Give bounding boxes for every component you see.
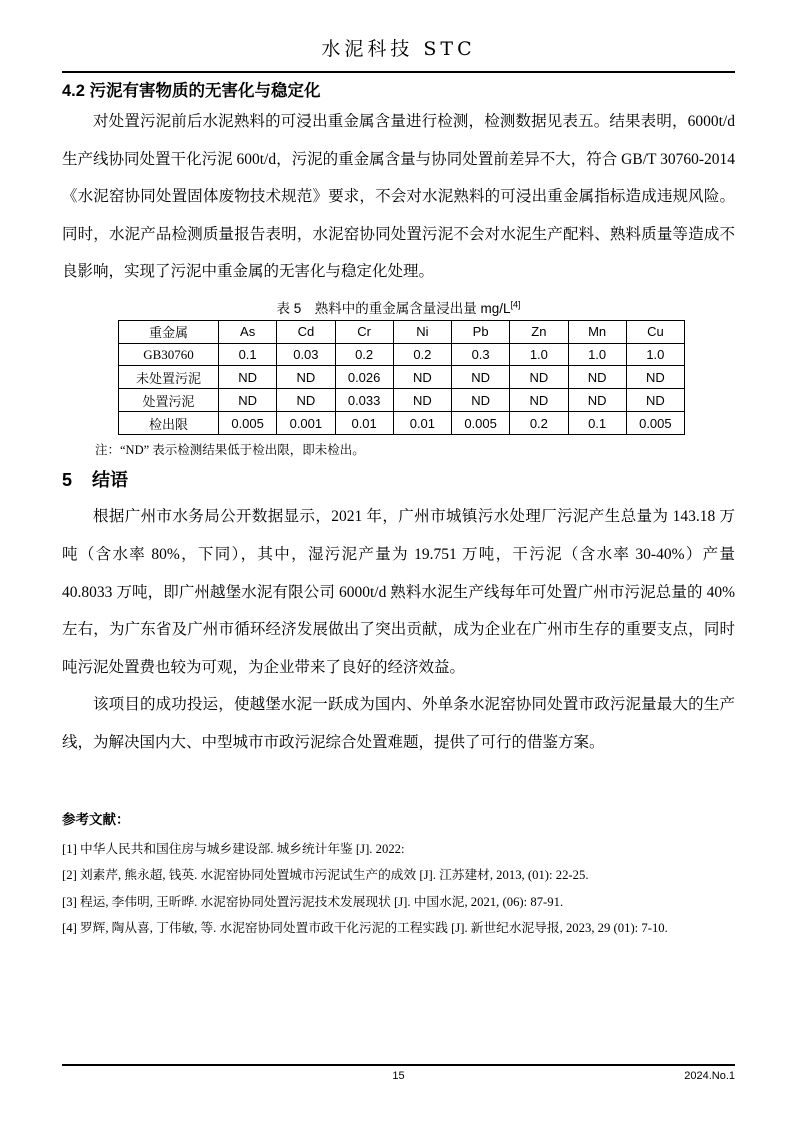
section-5-paragraph-1: 根据广州市水务局公开数据显示，2021 年，广州市城镇污水处理厂污泥产生总量为 143.18 万吨（含水率 80%，下同），其中，湿污泥产量为 19.751 万吨，干污泥（含水率 30-40%）产量 40.8033 万吨，即广州越堡水泥有限公司 6000t/d 熟料水泥生产线每年可处置广州市污泥总量的 40%左右，为广东省及广州市循环经济发展做出了突出贡献，成为企业在广州市生存的重要支点，同时吨污泥处置费也较为可观，为企业带来了良好的经济效益。 — [62, 508, 735, 676]
table5-row — [119, 366, 685, 389]
table5-cell: Zn — [510, 320, 568, 343]
table5-cell: ND — [626, 389, 684, 412]
table5-row-label: 未处置污泥 — [119, 366, 219, 389]
table5-cell: 0.2 — [393, 343, 451, 366]
table5-cell: Mn — [568, 320, 626, 343]
table5-caption-citation: [4] — [510, 299, 521, 310]
table5-caption — [62, 297, 735, 317]
table5-cell: ND — [626, 366, 684, 389]
table5-cell: 0.026 — [335, 366, 393, 389]
table5-row-label: 重金属 — [119, 320, 219, 343]
page-footer — [62, 1064, 735, 1082]
references-heading: 参考文献： — [62, 811, 130, 827]
table5-cell: ND — [219, 366, 277, 389]
table5-cell: Cu — [626, 320, 684, 343]
table5-cell: ND — [219, 389, 277, 412]
section-5-title: 结语 — [92, 470, 129, 491]
table5-cell: ND — [393, 366, 451, 389]
table5-cell: 0.03 — [277, 343, 335, 366]
table5-cell: Pb — [452, 320, 510, 343]
table5-cell: Cr — [335, 320, 393, 343]
journal-header-title: 水泥科技 STC — [321, 38, 476, 60]
section-heading-5 — [62, 466, 735, 492]
reference-item: [1] 中华人民共和国住房与城乡建设部. 城乡统计年鉴 [J]. 2022: — [62, 841, 405, 856]
section-heading-4-2: 4.2 污泥有害物质的无害化与稳定化 — [62, 82, 321, 100]
table5-cell: 1.0 — [626, 343, 684, 366]
reference-list — [62, 836, 735, 942]
table5-cell: ND — [510, 389, 568, 412]
table5-row-label: 处置污泥 — [119, 389, 219, 412]
reference-item: [3] 程运, 李伟明, 王昕晔. 水泥窑协同处置污泥技术发展现状 [J]. 中国水泥, 2021, (06): 87-91. — [62, 894, 564, 909]
table5-cell: ND — [452, 366, 510, 389]
table5-cell: As — [219, 320, 277, 343]
issue-label: 2024.No.1 — [684, 1070, 735, 1082]
footer-rule — [62, 1064, 735, 1066]
table5-cell: 1.0 — [510, 343, 568, 366]
section-4-2-paragraph: 对处置污泥前后水泥熟料的可浸出重金属含量进行检测，检测数据见表五。结果表明，6000t/d 生产线协同处置干化污泥 600t/d，污泥的重金属含量与协同处置前差异不大，符合 GB/T 30760-2014《水泥窑协同处置固体废物技术规范》要求，不会对水泥熟料的可浸出重金属指标造成违规风险。同时，水泥产品检测质量报告表明，水泥窑协同处置污泥不会对水泥生产配料、熟料质量等造成不良影响，实现了污泥中重金属的无害化与稳定化处理。 — [62, 113, 735, 281]
table5-cell: ND — [510, 366, 568, 389]
table5-header-row — [119, 320, 685, 343]
table5-row — [119, 343, 685, 366]
table5-row — [119, 412, 685, 435]
table5-cell: 1.0 — [568, 343, 626, 366]
section-5-paragraph-2: 该项目的成功投运，使越堡水泥一跃成为国内、外单条水泥窑协同处置市政污泥量最大的生产线，为解决国内大、中型城市市政污泥综合处置难题，提供了可行的借鉴方案。 — [62, 696, 735, 752]
table5-cell: ND — [277, 366, 335, 389]
footer-row — [62, 1070, 735, 1082]
table5-row-label: GB30760 — [119, 343, 219, 366]
table5-cell: Cd — [277, 320, 335, 343]
table5-cell: 0.1 — [219, 343, 277, 366]
reference-item: [2] 刘素芹, 熊永超, 钱英. 水泥窑协同处置城市污泥试生产的成效 [J]. 江苏建材, 2013, (01): 22-25. — [62, 868, 589, 883]
table5-cell: Ni — [393, 320, 451, 343]
table5-row — [119, 389, 685, 412]
table5-cell: 0.3 — [452, 343, 510, 366]
table5-cell: ND — [568, 366, 626, 389]
table5-cell: 0.005 — [219, 412, 277, 435]
table5-cell: 0.2 — [335, 343, 393, 366]
table5-cell: 0.033 — [335, 389, 393, 412]
table5-cell: 0.01 — [393, 412, 451, 435]
table5-cell: ND — [568, 389, 626, 412]
table5-cell: 0.005 — [452, 412, 510, 435]
header-rule — [62, 71, 735, 73]
table5-cell: 0.001 — [277, 412, 335, 435]
table5-cell: 0.1 — [568, 412, 626, 435]
table5-cell: 0.2 — [510, 412, 568, 435]
table5-note: 注：“ND” 表示检测结果低于检出限，即未检出。 — [95, 443, 365, 458]
table5-cell: 0.005 — [626, 412, 684, 435]
table5-cell: ND — [393, 389, 451, 412]
table5-cell: ND — [452, 389, 510, 412]
page-number: 15 — [392, 1070, 405, 1082]
table5-caption-text: 表 5 熟料中的重金属含量浸出量 mg/L — [276, 300, 511, 316]
table5-row-label: 检出限 — [119, 412, 219, 435]
section-5-number: 5 — [62, 470, 73, 491]
references-section — [62, 808, 735, 942]
reference-item: [4] 罗辉, 陶从喜, 丁伟敏, 等. 水泥窑协同处置市政干化污泥的工程实践 [J]. 新世纪水泥导报, 2023, 29 (01): 7-10. — [62, 921, 668, 936]
table5-cell: ND — [277, 389, 335, 412]
table5 — [118, 320, 685, 436]
table5-cell: 0.01 — [335, 412, 393, 435]
table5-body — [119, 320, 685, 435]
